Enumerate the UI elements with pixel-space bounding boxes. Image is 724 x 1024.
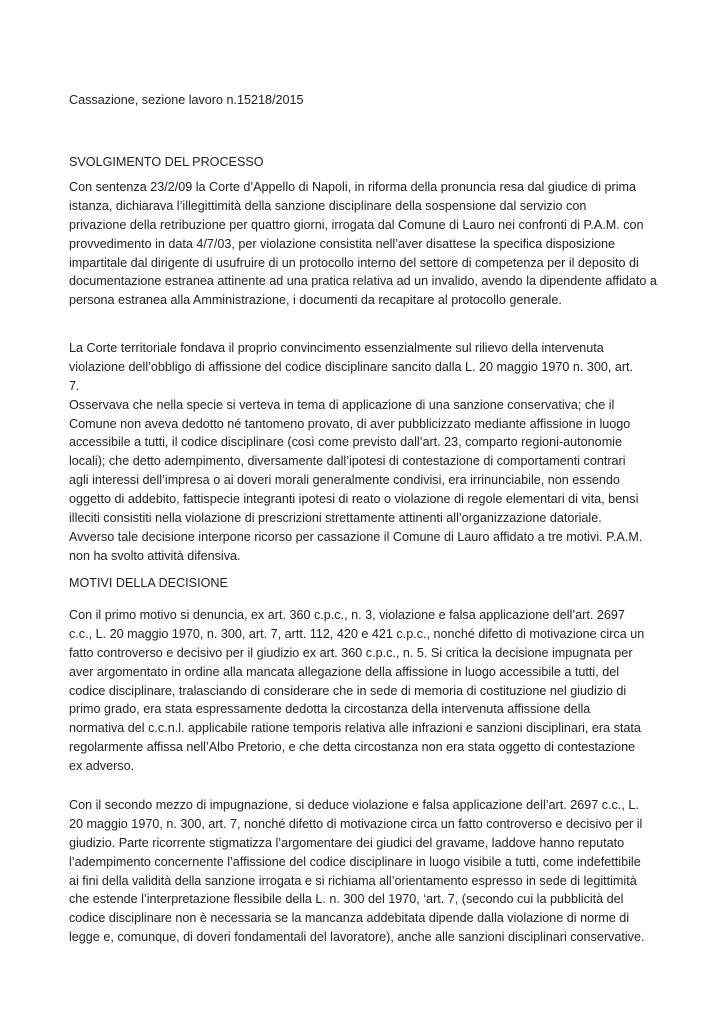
text-line: persona estranea alla Amministrazione, i documenti da recapitare al protocollo generale. xyxy=(69,293,562,308)
text-line: illeciti consistiti nella violazione di prescrizioni strettamente attinenti all’organizzazione datoriale. xyxy=(69,511,602,526)
text-line: codice disciplinare non è necessaria se la mancanza addebitata dipende dalla violazione di norme di xyxy=(69,911,630,926)
paragraph-svolgimento-2 xyxy=(69,339,657,566)
text-line: privazione della retribuzione per quattro giorni, irrogata dal Comune di Lauro nei confronti di P.A.M. con xyxy=(69,217,644,232)
text-line: giudizio. Parte ricorrente stigmatizza l’argomentare dei giudici del gravame, laddove hanno reputato xyxy=(69,835,625,850)
text-line: provvedimento in data 4/7/03, per violazione consistita nell’aver disattese la specifica disposizione xyxy=(69,236,616,251)
paragraph-svolgimento-1 xyxy=(69,178,657,310)
text-line: La Corte territoriale fondava il proprio convincimento essenzialmente sul rilievo della intervenuta xyxy=(69,341,604,355)
text-line: codice disciplinare, tralasciando di considerare che in sede di memoria di costituzione nel giudizio di xyxy=(69,683,627,698)
text-line: Osservava che nella specie si verteva in tema di applicazione di una sanzione conservativa; che il xyxy=(69,397,615,412)
text-line: ex adverso. xyxy=(69,759,135,774)
text-line: locali); che detto adempimento, diversamente dall’ipotesi di contestazione di comportamenti contrari xyxy=(69,454,626,469)
text-line: normativa del c.c.n.l. applicabile ratione temporis relativa alle infrazioni e sanzioni disciplinari, era stata xyxy=(69,721,641,736)
text-line: accessibile a tutti, il codice disciplinare (così come previsto dall’art. 23, comparto regioni-autonomie xyxy=(69,435,622,450)
text-line: primo grado, era stata espressamente dedotta la circostanza della intervenuta affissione della xyxy=(69,702,591,717)
text-line: che estende l’interpretazione flessibile della L. n. 300 del 1970, ‘art. 7, (secondo cui la pubblicità del xyxy=(69,892,624,907)
text-line: Con il secondo mezzo di impugnazione, si deduce violazione e falsa applicazione dell’art. 2697 c.c., L. xyxy=(69,798,639,812)
text-line: agli interessi dell’impresa o ai doveri morali generalmente condivisi, era irrinunciabile, non essendo xyxy=(69,473,620,488)
text-line: Con sentenza 23/2/09 la Corte d’Appello di Napoli, in riforma della pronuncia resa dal giudice di prima xyxy=(69,180,637,194)
section-heading-motivi: MOTIVI DELLA DECISIONE xyxy=(69,576,228,590)
text-line: documentazione estranea attinente ad una pratica relativa ad un invalido, avendo la dipendente affidato a xyxy=(69,274,657,289)
text-line: impartitale dal dirigente di usufruire di un protocollo interno del settore di competenza per il deposito di xyxy=(69,255,639,270)
text-line: fatto controverso e decisivo per il giudizio ex art. 360 c.p.c., n. 5. Si critica la decisione impugnata per xyxy=(69,645,633,660)
paragraph-motivi-1 xyxy=(69,606,657,776)
text-line: oggetto di addebito, fattispecie integranti ipotesi di reato o violazione di regole elementari di vita, bensì xyxy=(69,492,639,507)
document-title: Cassazione, sezione lavoro n.15218/2015 xyxy=(69,93,304,107)
text-line: 20 maggio 1970, n. 300, art. 7, nonché difetto di motivazione circa un fatto controverso e decisivo per il xyxy=(69,816,643,831)
text-line: Comune non aveva dedotto né tantomeno provato, di aver pubblicizzato mediante affissione in luogo xyxy=(69,416,631,431)
text-line: aver argomentato in ordine alla mancata allegazione della affissione in luogo accessibile a tutti, del xyxy=(69,664,620,679)
text-line: Avverso tale decisione interpone ricorso per cassazione il Comune di Lauro affidato a tre motivi. P.A.M. xyxy=(69,529,643,544)
text-line: 7. xyxy=(69,378,80,393)
text-line: ai fini della validità della sanzione irrogata e si richiama all’orientamento espresso in sede di legittimità xyxy=(69,873,637,888)
text-line: c.c., L. 20 maggio 1970, n. 300, art. 7, artt. 112, 420 e 421 c.p.c., nonché difetto di motivazione circa un xyxy=(69,626,645,641)
text-line: violazione dell’obbligo di affissione del codice disciplinare sancito dalla L. 20 maggio 1970 n. 300, art. xyxy=(69,359,634,374)
text-line: non ha svolto attività difensiva. xyxy=(69,548,241,563)
paragraph-motivi-2 xyxy=(69,796,657,947)
text-line: istanza, dichiarava l’illegittimità della sanzione disciplinare della sospensione dal servizio con xyxy=(69,198,587,213)
section-heading-svolgimento: SVOLGIMENTO DEL PROCESSO xyxy=(69,155,264,169)
text-line: Con il primo motivo si denuncia, ex art. 360 c.p.c., n. 3, violazione e falsa applicazione dell’art. 2697 xyxy=(69,608,625,622)
text-line: regolarmente affissa nell’Albo Pretorio, e che detta circostanza non era stata oggetto di contestazione xyxy=(69,740,636,755)
text-line: l’adempimento concernente l’affissione del codice disciplinare in luogo visibile a tutti, come indefettibile xyxy=(69,854,641,869)
text-line: legge e, comunque, di doveri fondamentali del lavoratore), anche alle sanzioni disciplinari conservative. xyxy=(69,930,645,945)
